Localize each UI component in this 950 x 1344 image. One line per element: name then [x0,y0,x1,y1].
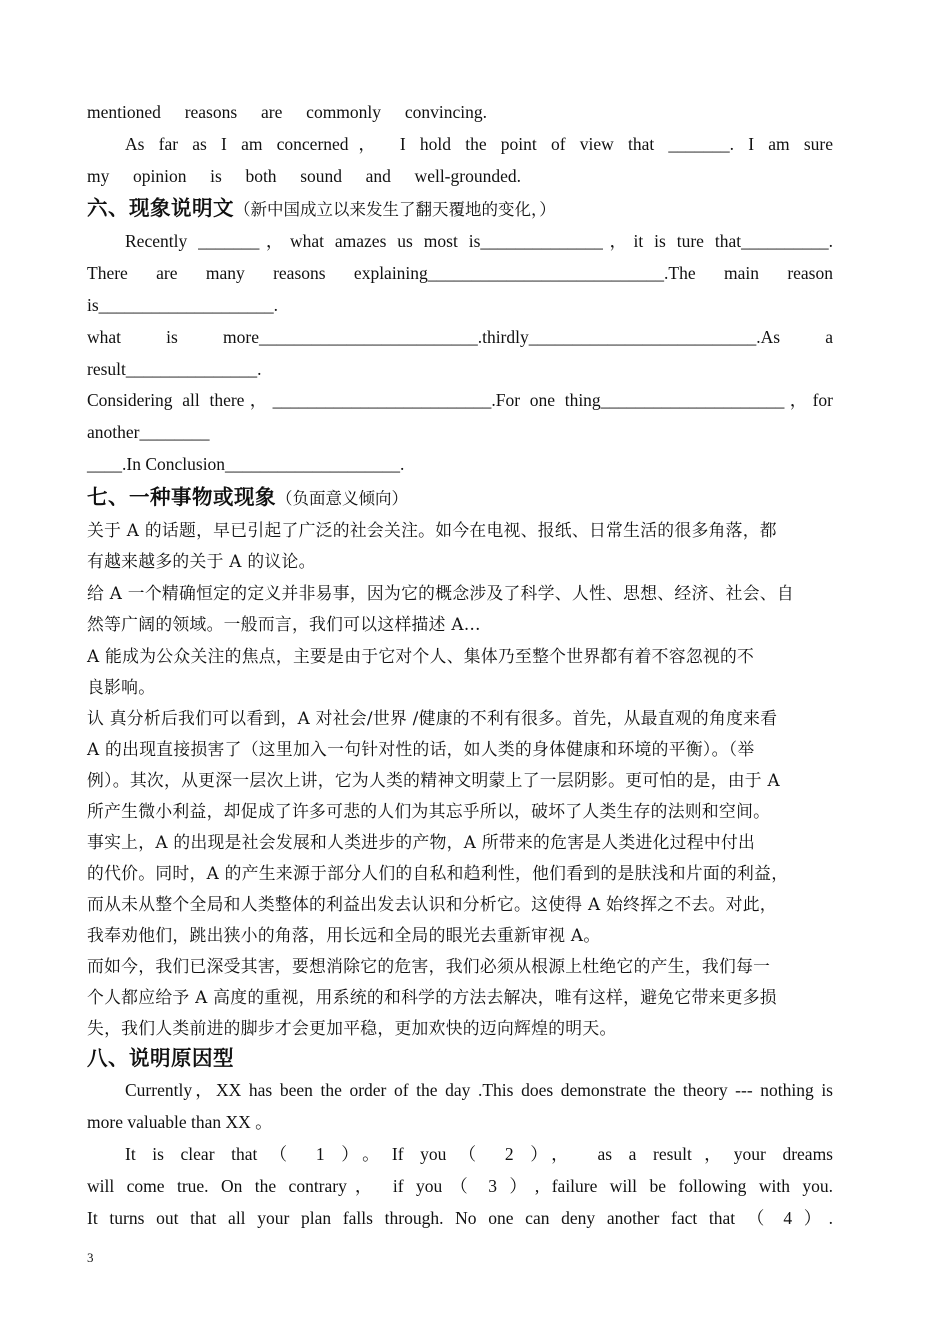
text-line: A 能成为公众关注的焦点，主要是由于它对个人、集体乃至整个世界都有着不容忽视的不 [87,646,755,666]
text-line: As far as I am concerned， I hold the point of view that _______. I am sure [125,134,833,154]
text-line: Recently _______，what amazes us most is______________，it is ture that__________. [125,231,833,251]
text-line: 给 A 一个精确恒定的定义并非易事，因为它的概念涉及了科学、人性、思想、经济、社会、自 [87,583,794,603]
page-number: 3 [87,1250,94,1265]
text-line: more valuable than XX 。 [87,1112,273,1132]
text-line: A 的出现直接损害了（这里加入一句针对性的话，如人类的身体健康和环境的平衡）。（举 [87,739,755,759]
section-subtitle: （新中国成立以来发生了翻天覆地的变化，） [234,200,556,219]
section-heading-7 [87,481,833,515]
text-line: 失，我们人类前进的脚步才会更加平稳，更加欢快的迈向辉煌的明天。 [87,1018,617,1038]
text-line: 所产生微小利益，却促成了许多可悲的人们为其忘乎所以，破坏了人类生存的法则和空间。 [87,801,771,821]
section-subtitle: （负面意义倾向） [276,489,408,508]
text-line: Considering all there，_________________________.For one thing_____________________，for [87,390,833,410]
text-line: 事实上，A 的出现是社会发展和人类进步的产物，A 所带来的危害是人类进化过程中付出 [87,832,756,852]
text-line: mentioned reasons are commonly convincing. [87,102,487,122]
section-title: 七、一种事物或现象 [87,485,276,509]
text-line: There are many reasons explaining___________________________.The main reason [87,263,833,283]
text-line: 个人都应给予 A 高度的重视，用系统的和科学的方法去解决，唯有这样，避免它带来更多损 [87,987,777,1007]
text-line: is____________________. [87,295,279,315]
text-line: my opinion is both sound and well-grounded. [87,166,521,186]
text-line: 有越来越多的关于 A 的议论。 [87,551,316,571]
text-line: what is more_________________________.thirdly__________________________.As a [87,327,833,347]
text-line: 我奉劝他们，跳出狭小的角落，用长远和全局的眼光去重新审视 A。 [87,925,601,945]
text-line: result_______________. [87,359,262,379]
section-heading-6 [87,192,833,226]
text-line: ____.In Conclusion____________________. [87,454,405,474]
text-line: 而如今，我们已深受其害，要想消除它的危害，我们必须从根源上杜绝它的产生，我们每一 [87,956,771,976]
text-line: 关于 A 的话题，早已引起了广泛的社会关注。如今在电视、报纸、日常生活的很多角落，都 [87,520,777,540]
text-line: 例）。其次，从更深一层次上讲，它为人类的精神文明蒙上了一层阴影。更可怕的是，由于 A [87,770,780,790]
section-title: 八、说明原因型 [87,1046,234,1070]
section-title: 六、现象说明文 [87,196,234,220]
section-heading-8 [87,1042,833,1074]
text-line: Currently，XX has been the order of the day .This does demonstrate the theory --- nothing is [125,1080,833,1100]
text-line: 然等广阔的领域。一般而言，我们可以这样描述 A… [87,614,481,634]
text-line: 良影响。 [87,677,156,697]
text-line: 而从未从整个全局和人类整体的利益出发去认识和分析它。这使得 A 始终挥之不去。对此， [87,894,777,914]
text-line: 的代价。同时，A 的产生来源于部分人们的自私和趋利性，他们看到的是肤浅和片面的利益， [87,863,789,883]
text-line: It turns out that all your plan falls through. No one can deny another fact that （ 4 ）. [87,1208,833,1228]
text-line: will come true. On the contrary， if you（ 3 ）, failure will be following with you. [87,1176,833,1196]
text-line: 认 真分析后我们可以看到，A 对社会/世界 /健康的不利有很多。首先，从最直观的角度来看 [87,708,778,728]
text-line: It is clear that（ 1 ）。If you（ 2 ）， as a result，your dreams [125,1144,833,1164]
text-line: another________ [87,422,210,442]
